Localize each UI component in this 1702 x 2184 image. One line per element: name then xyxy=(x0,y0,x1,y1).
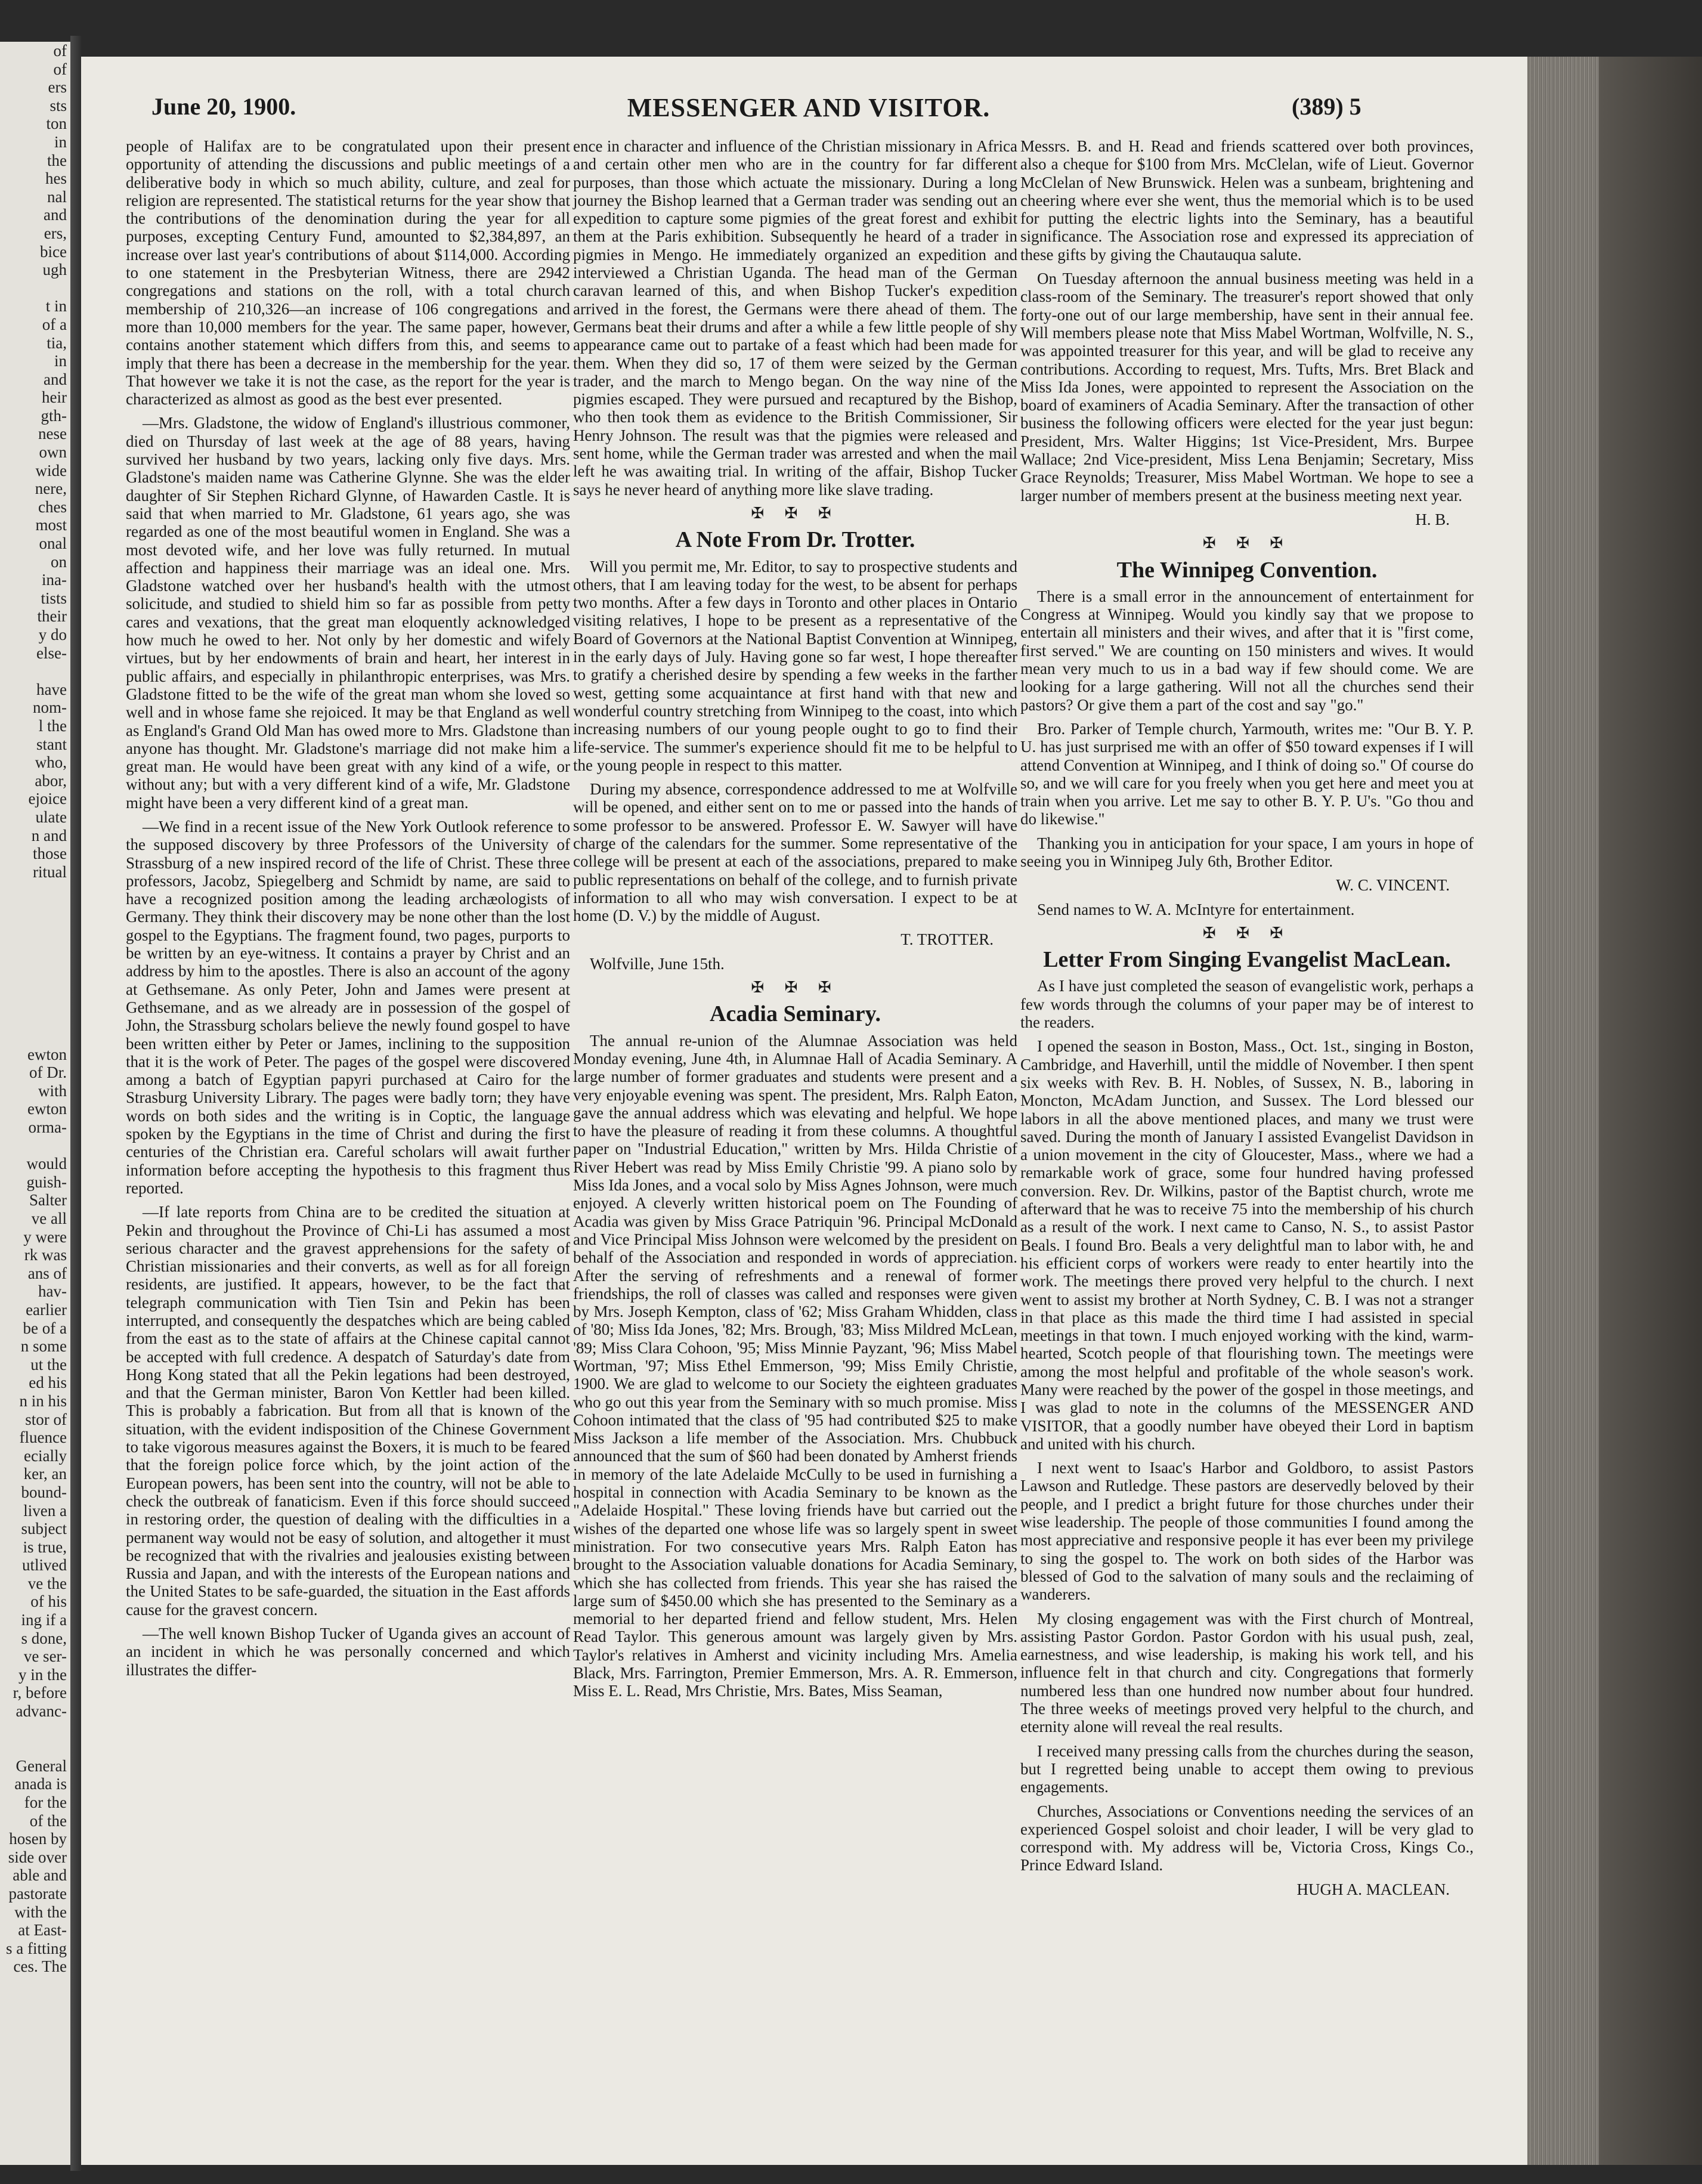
facing-page-fragment: of the xyxy=(29,1811,67,1830)
facing-page-fragment: of his xyxy=(30,1592,67,1611)
facing-page-fragment: ritual xyxy=(33,862,67,881)
facing-page-fragment xyxy=(0,279,70,298)
maclean-heading: Letter From Singing Evangelist MacLean. xyxy=(1043,947,1451,973)
facing-page-fragment: most xyxy=(35,516,67,534)
gospel-discovery-paragraph: —We find in a recent issue of the New York Outlook reference to the supposed discovery by three Professors of the University of Strassburg of a new inspired record of the life of Christ. These three professors, Jacobz, Spiegelberg and Schmidt by name, are said to have a recognized position among the leading archæologists of Germany. They think their discovery may be none other than the lost gospel to the Egyptians. The fragment found, two pages, purports to be written by an eye-witness. It contains a prayer by Christ and an address by him to the apostles. There is also an account of the agony at Gethsemane. As only Peter, John and James were present at Gethsemane, and as we already are in possession of the gospel of John, the Strassburg scholars believe the newly found gospel to have been written either by Peter or James, inclining to the supposition that it is the work of Peter. The pages of the gospel were discovered among a batch of Egyptian papyri purchased at Cairo for the Strasburg University Library. The pages were badly torn; they have words on both sides and the writing is in Coptic, the language spoken by the Egyptians in the time of Christ and during the first centuries of the Christian era. Careful scholars will await further information before accepting the hypothesis to this fragment thus reported. xyxy=(126,817,570,1197)
facing-page-fragment: else- xyxy=(36,644,67,662)
facing-page-fragment: fluence xyxy=(19,1428,67,1447)
facing-page-fragment: earlier xyxy=(26,1300,67,1319)
winnipeg-signature: W. C. VINCENT. xyxy=(1336,876,1450,895)
maclean-signature: HUGH A. MACLEAN. xyxy=(1296,1880,1450,1898)
ornament-divider: ✠ ✠ ✠ xyxy=(751,504,840,522)
facing-page-fragment: ve ser- xyxy=(23,1647,67,1666)
facing-page-fragment: with the xyxy=(14,1903,67,1921)
facing-page-fragment: bice xyxy=(40,242,67,261)
facing-page-fragment: n in his xyxy=(19,1391,67,1410)
facing-page-fragment: ers xyxy=(48,78,67,97)
facing-page-fragment xyxy=(0,1009,70,1027)
facing-page-fragment: of a xyxy=(42,315,67,333)
facing-page-fragment: rk was xyxy=(24,1246,67,1264)
facing-page-fragment: y do xyxy=(38,626,67,644)
winnipeg-paragraph-1: There is a small error in the announcement of entertainment for Congress at Winnipeg. Would you kindly say that we propose to entertain all ministers and their wives, and after that it is "first come, first served." We are counting on 150 ministers and wives. It would mean very much to us in a bad way if few should come. We are looking for a large gathering. Will not all the churches send their pastors? Or give them a part of the cost and say "go." xyxy=(1020,587,1474,714)
facing-page-fragment: Salter xyxy=(29,1191,67,1209)
facing-page-fragment: guish- xyxy=(26,1173,67,1191)
facing-page-fragment: subject xyxy=(21,1520,67,1538)
acadia-heading: Acadia Seminary. xyxy=(709,1001,881,1027)
book-gutter xyxy=(70,36,81,2171)
trotter-place: Wolfville, June 15th. xyxy=(590,954,725,973)
facing-page-fragment: bound- xyxy=(21,1483,67,1501)
facing-page-fragment: hav- xyxy=(38,1282,67,1301)
facing-page-fragment: able and xyxy=(13,1866,67,1885)
facing-page-fragment: wide xyxy=(35,461,67,480)
ornament-divider: ✠ ✠ ✠ xyxy=(751,979,840,997)
facing-page-fragment: their xyxy=(37,607,67,626)
facing-page-fragment: y were xyxy=(23,1227,67,1246)
facing-page-fragment: in xyxy=(54,352,67,370)
facing-page-fragment xyxy=(0,918,70,936)
facing-page-fragment: ejoice xyxy=(28,790,67,808)
facing-page-fragment xyxy=(0,1137,70,1155)
facing-page-fragment: utlived xyxy=(22,1556,67,1574)
facing-page-fragment: of xyxy=(53,60,67,78)
facing-page-fragments xyxy=(0,42,70,1976)
facing-page-fragment: ve the xyxy=(27,1574,67,1592)
facing-page-fragment: ton xyxy=(46,115,67,133)
facing-page-fragment: at East- xyxy=(18,1921,67,1939)
bishop-tucker-paragraph: —The well known Bishop Tucker of Uganda gives an account of an incident in which he was personally concerned and which illustrates the differ- xyxy=(126,1625,570,1679)
maclean-paragraph-2: I opened the season in Boston, Mass., Oct. 1st., singing in Boston, Cambridge, and Haverhill, until the middle of November. I then spent six weeks with Rev. B. H. Nobles, of Sussex, N. B., laboring in Moncton, McAdam Junction, and Sussex. The Lord blessed our labors in all the above mentioned places, and many we trust were saved. During the month of January I assisted Evangelist Davidson in a union movement in the city of Gloucester, Mass., where we had a remarkable work of grace, some four hundred having professed conversion. Rev. Dr. Wilkins, pastor of the Baptist church, wrote me afterward that he was to receive 75 into the membership of his church as a result of the work. I next came to Canso, N. S., to assist Pastor Beals. I found Bro. Beals a very delightful man to labor with, he and his efficient corps of workers were ready to enter heartily into the work. The meetings there proved very helpful to the church. I next went to assist my brother at North Sydney, C. B. I was not a stranger in that place as this made the third time I had assisted in special meetings in that town. I much enjoyed working with the kind, warm-hearted, Scotch people of that flourishing town. The meetings were among the most helpful and profitable of the whole season's work. Many were reached by the power of the gospel in those meetings, and I was glad to note in the columns of the MESSENGER AND VISITOR, that a goodly number have obeyed their Lord in baptism and united with his church. xyxy=(1020,1037,1474,1453)
page-edges xyxy=(1527,57,1702,2165)
facing-page-fragment: l the xyxy=(38,716,67,735)
facing-page-fragment: ces. The xyxy=(13,1957,67,1976)
facing-page-fragment: ulate xyxy=(35,808,67,826)
halifax-paragraph: people of Halifax are to be congratulated upon their present opportunity of attending the discussions and public meetings of a deliberative body in which so much ability, culture, and zeal for religion are represented. The statistical returns for the year show that the contributions of the denomination during the year for all purposes, excepting Century Fund, amounted to $2,384,897, an increase over last year's contributions of about $114,000. According to one statement in the Presbyterian Witness, there are 2942 congregations and stations on the roll, with a total church membership of 210,326—an increase of 106 congregations and more than 10,000 members for the year. The same paper, however, contains another statement which differs from this, and seems to imply that there has been a decrease in the membership for the year. That however we take it is not the case, as the report for the year is characterized as almost as good as the best ever presented. xyxy=(126,137,570,409)
column-3 xyxy=(1020,137,1474,1904)
acadia-signature: H. B. xyxy=(1415,510,1450,528)
facing-page-fragment xyxy=(0,1027,70,1045)
facing-page-fragment: ed his xyxy=(29,1373,67,1392)
masthead xyxy=(81,57,1527,122)
maclean-paragraph-5: I received many pressing calls from the churches during the season, but I regretted being unable to accept them owing to previous engagements. xyxy=(1020,1741,1474,1796)
facing-page-fragment: the xyxy=(47,151,67,169)
facing-page-fragment: onal xyxy=(39,534,67,553)
gladstone-paragraph: —Mrs. Gladstone, the widow of England's illustrious commoner, died on Thursday of last week at the age of 88 years, having survived her husband by two years, lacking only five days. Mrs. Gladstone's maiden name was Catherine Glynne. She was the elder daughter of Sir Stephen Richard Glynne, of Hawarden Castle. It is said that when married to Mr. Gladstone, 61 years ago, she was regarded as one of the most beautiful women in England. She was a most devoted wife, and her love was fully returned. In mutual affection and happiness their marriage was an ideal one. Mrs. Gladstone watched over her husband's health with the utmost solicitude, and studied to shield him so far as possible from petty cares and vexations, that the great man eloquently acknowledged how much he owed to her. Not only by her domestic and wifely virtues, but by her endowments of brain and heart, her interest in public affairs, and especially in philanthropic enterprises, was Mrs. Gladstone fitted to be the wife of the great man whom she loved so well and in whose fame she rejoiced. It may be that England as well as England's Grand Old Man has owed more to Mrs. Gladstone than anyone has thought. Mr. Gladstone's marriage did not make him a great man. He would have been great with any kind of a wife, or without any; but with a very different kind of a wife, Mr. Gladstone might have been a very different kind of a great man. xyxy=(126,414,570,812)
paper-title: MESSENGER AND VISITOR. xyxy=(627,93,991,122)
facing-page-fragment: nese xyxy=(38,425,67,443)
issue-date: June 20, 1900. xyxy=(151,93,296,120)
pigmies-paragraph: ence in character and influence of the Christian missionary in Africa and certain other men who are in the country for far different purposes, than those which actuate the missionary. During a long journey the Bishop learned that a German trader was sending out an expedition to capture some pigmies of the great forest and exhibit them at the Paris exhibition. Subsequently he heard of a trader in pigmies in Mengo. He immediately organized an expedition and interviewed a Christian Uganda. The head man of the German caravan learned of this, and when Bishop Tucker's expedition arrived in the forest, the Germans were there ahead of them. The Germans beat their drums and after a while a few little people of shy appearance came out to partake of a feast which had been made for them. When they did so, 17 of them were seized by the German trader, and the march to Mengo began. On the way nine of the pigmies escaped. They were pursued and recaptured by the Bishop, who then took them as evidence to the British Commissioner, Sir Henry Johnson. The result was that the pigmies were released and sent home, while the German trader was arrested and when the mail left he was awaiting trial. In writing of the affair, Bishop Tucker says he never heard of anything more like slave trading. xyxy=(573,137,1017,499)
trotter-paragraph-2: During my absence, correspondence addressed to me at Wolfville will be opened, and either sent on to me or passed into the hands of some professor to be answered. Professor E. W. Sawyer will have charge of the calendars for the summer. Some representative of the college will be present at each of the associations, prepared to make public representations on behalf of the college, and to furnish private information to all who may wish conversation. I expect to be at home (D. V.) by the middle of August. xyxy=(573,780,1017,925)
facing-page-fragment: of Dr. xyxy=(29,1063,67,1082)
facing-page-fragment: anada is xyxy=(14,1775,67,1793)
facing-page-fragment: orma- xyxy=(28,1118,67,1137)
facing-page-fragment: s done, xyxy=(21,1629,67,1647)
facing-page-fragment: and xyxy=(44,206,67,224)
facing-page-fragment: hes xyxy=(45,169,67,188)
facing-page-fragment: gth- xyxy=(41,406,67,425)
facing-page-fragment: r, before xyxy=(13,1684,67,1702)
facing-page-fragment: ut the xyxy=(30,1355,67,1373)
facing-page-fragment xyxy=(0,972,70,991)
facing-page-fragment: ers, xyxy=(44,224,67,242)
ornament-divider: ✠ ✠ ✠ xyxy=(1202,924,1292,942)
newspaper-page xyxy=(81,57,1527,2165)
facing-page-fragment: those xyxy=(33,844,67,863)
maclean-paragraph-3: I next went to Isaac's Harbor and Goldboro, to assist Pastors Lawson and Rutledge. These pastors are deservedly beloved by their people, and I predict a bright future for those churches under their wise leadership. The people of those communities I found among the most appreciative and responsive people it has ever been my privilege to sing the gospel to. The work on both sides of the Harbor was blessed of God to the salvation of many souls and the reclaiming of wanderers. xyxy=(1020,1459,1474,1604)
facing-page-fragment: ugh xyxy=(42,261,67,279)
facing-page-fragment: stant xyxy=(36,735,67,753)
acadia-paragraph-1: The annual re-union of the Alumnae Association was held Monday evening, June 4th, in Alumnae Hall of Acadia Seminary. A large number of former graduates and students were present and a very enjoyable evening was spent. The president, Mrs. Ralph Eaton, gave the annual address which was elevating and helpful. We hope to have the pleasure of reading it from these columns. A thoughtful paper on "Industrial Education," written by Mrs. Hilda Christie of River Hebert was read by Miss Emily Christie '99. A piano solo by Miss Ida Jones, and a vocal solo by Miss Agnes Johnson, were much enjoyed. A cleverly written historical poem on The Founding of Acadia was given by Miss Grace Patriquin '96. Principal McDonald and Vice Principal Miss Johnson were welcomed by the president on behalf of the Association and responded in words of appreciation. After the serving of refreshments and a renewal of former friendships, the roll of classes was called and responses were given by Mrs. Joseph Kempton, class of '62; Miss Graham Whidden, class of '80; Miss Ida Jones, '82; Mrs. Brough, '83; Miss Mildred McLean, '89; Miss Clara Cohoon, '95; Miss Minnie Payzant, '96; Miss Mabel Wortman, '97; Miss Ethel Emmerson, '99; Miss Emily Christie, 1900. We are glad to welcome to our Society the eighteen graduates who go out this year from the Seminary with so much promise. Miss Cohoon intimated that the class of '95 had contributed $25 to make Miss Jackson a life member of the Association. Mrs. Chubbuck announced that the sum of $60 had been donated by Amherst friends in memory of the late Adelaide McCully to be used in furnishing a hospital in connection with Acadia Seminary to be known as the "Adelaide Hospital." These loving friends have but carried out the wishes of the departed one whose life was so largely spent in sweet ministration. For two consecutive years Mrs. Ralph Eaton has brought to the Association valuable donations for Acadia Seminary, which she has collected from friends. This year she has raised the large sum of $450.00 which she has presented to the Seminary as a memorial to her departed friend and fellow student, Mrs. Helen Read Taylor. This generous amount was largely given by Mrs. Taylor's relatives in Amherst and vicinity including Mrs. Amelia Black, Mrs. Farrington, Premier Emmerson, Mrs. A. R. Emmerson, Miss E. L. Read, Mrs Christie, Mrs. Bates, Miss Seaman, xyxy=(573,1031,1017,1700)
facing-page-fragment: tia, xyxy=(47,333,67,352)
facing-page-fragment: with xyxy=(38,1081,67,1100)
maclean-paragraph-4: My closing engagement was with the First church of Montreal, assisting Pastor Gordon. Pastor Gordon with his usual push, zeal, earnestness, and wise leadership, is making his work tell, and his influence felt in that church and city. Congregations that formerly numbered less than one hundred now number about four hundred. The three weeks of meetings proved very helpful to the church, and eternity alone will reveal the real results. xyxy=(1020,1609,1474,1736)
facing-page-fragment xyxy=(0,899,70,918)
facing-page-fragment: liven a xyxy=(23,1501,67,1520)
facing-page-fragment: is true, xyxy=(23,1538,67,1556)
facing-page-fragment: hosen by xyxy=(9,1830,67,1848)
facing-page-fragment: abor, xyxy=(35,771,67,790)
facing-page-fragment: nom- xyxy=(33,698,67,717)
facing-page-fragment xyxy=(0,1738,70,1757)
facing-page-fragment xyxy=(0,991,70,1009)
facing-page-fragment: tists xyxy=(41,589,67,607)
facing-page-fragment xyxy=(0,954,70,973)
trotter-paragraph-1: Will you permit me, Mr. Editor, to say to prospective students and others, that I am leaving today for the west, to be absent for perhaps two months. After a few days in Toronto and other places in Ontario visiting relatives, I hope to be present as a representative of the Board of Governors at the National Baptist Convention at Winnipeg, in the early days of July. Having gone so far west, I hope thereafter to gratify a cherished desire by spending a few weeks in the farther west, getting some acquaintance at first hand with that new and wonderful country stretching from Winnipeg to the coast, into which increasing numbers of our young people ought to go to find their life-service. The summer's experience should fit me to be helpful to the young people in respect to this matter. xyxy=(573,557,1017,774)
facing-page-fragment: advanc- xyxy=(16,1702,67,1721)
facing-page-fragment: General xyxy=(16,1756,67,1775)
facing-page-fragment: who, xyxy=(35,753,67,772)
facing-page-fragment: ina- xyxy=(42,571,67,589)
facing-page-fragment xyxy=(0,881,70,899)
facing-page-fragment: ecially xyxy=(24,1446,67,1465)
facing-page-fragment: ve all xyxy=(31,1209,67,1227)
facing-page-fragment: nal xyxy=(47,187,67,206)
facing-page-fragment: and xyxy=(44,370,67,388)
facing-page-fragment: have xyxy=(36,680,67,698)
ornament-divider: ✠ ✠ ✠ xyxy=(1202,534,1292,552)
column-2 xyxy=(573,137,1017,1706)
facing-page-fragment: ewton xyxy=(27,1100,67,1118)
facing-page-fragment: side over xyxy=(8,1848,67,1866)
facing-page-fragment: be of a xyxy=(23,1319,67,1337)
facing-page-fragment: in xyxy=(54,132,67,151)
column-1 xyxy=(126,137,570,1685)
facing-page-fragment: stor of xyxy=(25,1410,67,1428)
china-paragraph: —If late reports from China are to be credited the situation at Pekin and throughout the Province of Chi-Li has assumed a most serious character and the gravest apprehensions for the safety of Christian missionaries and their converts, as well as for all foreign residents, are justified. It appears, however, to be the fact that telegraph communication with Tien Tsin and Pekin has been interrupted, and consequently the despatches which are being cabled from the east as to the state of affairs at the Chinese capital cannot be accepted with full credence. A despatch of Saturday's date from Hong Kong stated that all the Pekin legations had been destroyed, and that the German minister, Baron Von Kettler had been killed. This is probably a fabrication. But from all that is known of the situation, with the evident indisposition of the Chinese Government to take vigorous measures against the Boxers, it is much to be feared that the foreign police force which, by the joint action of the European powers, has been sent into the country, will not be able to check the outbreak of fanaticism. Even if this force should succeed in restoring order, the question of dealing with the difficulties in a permanent way would not be easy of solution, and altogether it must be recognized that with the rivalries and jealousies existing between Russia and Japan, and with the interests of the European nations and the United States to be safe-guarded, the situation in the East affords cause for the gravest concern. xyxy=(126,1203,570,1619)
facing-page-fragment: of xyxy=(53,42,67,60)
facing-page-fragment: n and xyxy=(31,826,67,844)
acadia-paragraph-2: Messrs. B. and H. Read and friends scattered over both provinces, also a cheque for $100 from Mrs. McClelan, wife of Lieut. Governor McClelan of New Brunswick. Helen was a sunbeam, brightening and cheering where ever she went, thus the memorial which is to be used for putting the electric lights into the Seminary, has a beautiful significance. The Association rose and expressed its appreciation of these gifts by giving the Chautauqua salute. xyxy=(1020,137,1474,264)
winnipeg-paragraph-3: Thanking you in anticipation for your space, I am yours in hope of seeing you in Winnipeg July 6th, Brother Editor. xyxy=(1020,834,1474,870)
winnipeg-paragraph-2: Bro. Parker of Temple church, Yarmouth, writes me: "Our B. Y. P. U. has just surprised me with an offer of $50 toward expenses if I will attend Convention at Winnipeg, and I think of doing so." Of course do so, and we will care for you freely when you get here and meet you at train when you arrive. Let me say to other B. Y. P. U's. "Go thou and do likewise." xyxy=(1020,719,1474,828)
maclean-paragraph-1: As I have just completed the season of evangelistic work, perhaps a few words through the columns of your paper may be of interest to the readers. xyxy=(1020,977,1474,1032)
acadia-paragraph-3: On Tuesday afternoon the annual business meeting was held in a class-room of the Seminary. The treasurer's report showed that only forty-one out of our large membership, have sent in their annual fee. Will members please note that Miss Mabel Wortman, Wolfville, N. S., was appointed treasurer for this year, and will be glad to receive any contributions. According to request, Mrs. Tufts, Mrs. Bret Black and Miss Ida Jones, were appointed to represent the Association on the board of examiners of Acadia Seminary. After the transaction of other business the following officers were elected for the year just begun: President, Mrs. Walter Higgins; 1st Vice-President, Mrs. Burpee Wallace; 2nd Vice-president, Miss Lena Benjamin; Secretary, Miss Grace Reynolds; Treasurer, Miss Mabel Wortman. We hope to see a larger number of members present at the business meeting next year. xyxy=(1020,270,1474,505)
winnipeg-heading: The Winnipeg Convention. xyxy=(1116,557,1378,583)
facing-page-fragment: ewton xyxy=(27,1045,67,1063)
facing-page-fragment: ans of xyxy=(27,1264,67,1282)
facing-page-fragment: s a fitting xyxy=(6,1939,67,1957)
facing-page-fragment: ches xyxy=(38,497,67,516)
trotter-signature: T. TROTTER. xyxy=(900,930,994,949)
facing-page-fragment: own xyxy=(39,443,67,462)
winnipeg-paragraph-4: Send names to W. A. McIntyre for entertainment. xyxy=(1037,900,1355,918)
trotter-heading: A Note From Dr. Trotter. xyxy=(675,527,915,553)
facing-page-fragment: t in xyxy=(45,297,67,315)
facing-page-fragment: n some xyxy=(20,1337,67,1356)
facing-page-fragment: pastorate xyxy=(8,1884,67,1903)
facing-page-fragment xyxy=(0,662,70,680)
facing-page-fragment: sts xyxy=(49,96,67,115)
facing-page-fragment xyxy=(0,936,70,954)
facing-page-fragment: y in the xyxy=(18,1665,67,1684)
facing-page-fragment: nere, xyxy=(35,480,67,498)
facing-page-strip xyxy=(0,42,73,2165)
facing-page-fragment: heir xyxy=(42,388,67,407)
facing-page-fragment: for the xyxy=(24,1793,67,1811)
maclean-paragraph-6: Churches, Associations or Conventions needing the services of an experienced Gospel soloist and choir leader, I will be very glad to correspond with. My address will be, Victoria Cross, Kings Co., Prince Edward Island. xyxy=(1020,1802,1474,1874)
facing-page-fragment: ker, an xyxy=(23,1465,67,1483)
page-number: (389) 5 xyxy=(1292,93,1361,120)
facing-page-fragment xyxy=(0,1721,70,1739)
facing-page-fragment: on xyxy=(51,552,67,571)
facing-page-fragment: ing if a xyxy=(21,1611,67,1629)
facing-page-fragment: would xyxy=(26,1155,67,1173)
